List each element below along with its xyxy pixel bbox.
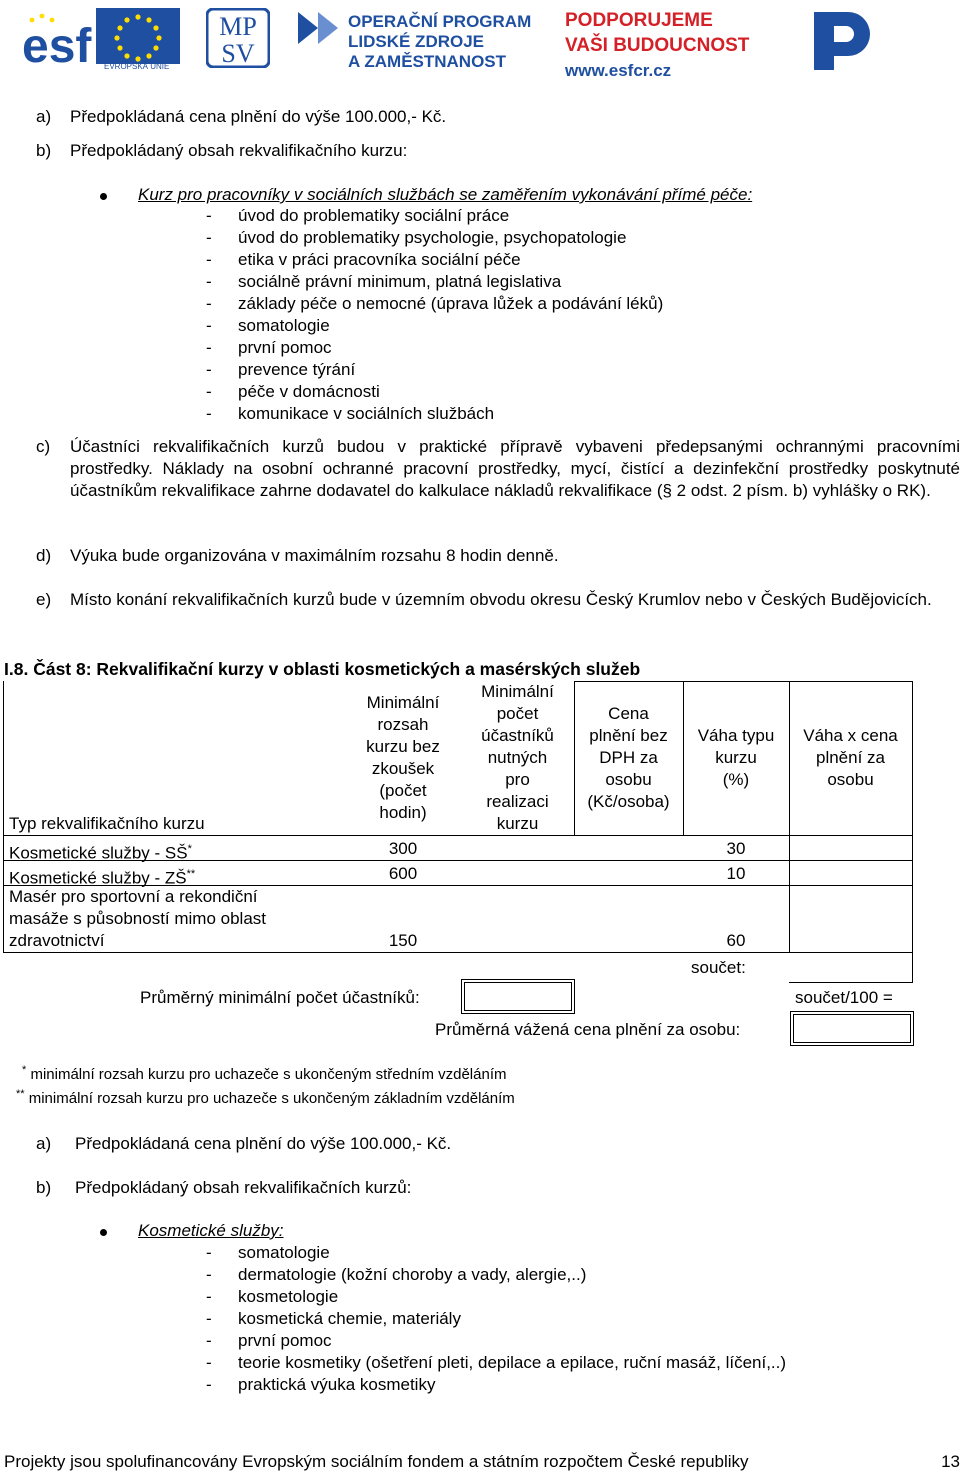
header-weight: Váha typu kurzu (%) — [697, 726, 775, 789]
list-item-text: prevence týrání — [238, 360, 356, 379]
dash-marker: - — [206, 1243, 212, 1262]
page-footer — [4, 1452, 960, 1472]
item-c: c) Účastníci rekvalifikačních kurzů budou v praktické přípravě vybaveni předepsanými ochrannými pracovními prostředky. Náklady na osobní ochranné pracovní prostředky, mycí, čistící a dezinfekční prostředky poskytnuté účastníkům rekvalifikace zahrne dodavatel do kalkulace nákladů rekvalifikace (§ 2 odst. 2 písm. b) vyhlášky o RK). — [36, 437, 960, 500]
avg-participants-box[interactable] — [461, 979, 575, 1014]
avg-weighted-label: Průměrná vážená cena plnění za osobu: — [435, 1020, 741, 1039]
item-d: d) Výuka bude organizována v maximálním rozsahu 8 hodin denně. — [36, 546, 559, 565]
header-price: Cena plnění bez DPH za osobu (Kč/osoba) — [587, 704, 670, 811]
dash-marker: - — [206, 316, 212, 335]
table-row-2-name: Kosmetické služby - ZŠ** — [9, 868, 196, 888]
section-title: I.8. Část 8: Rekvalifikační kurzy v oblasti kosmetických a masérských služeb — [4, 659, 641, 679]
list-item-text: somatologie — [238, 1243, 330, 1262]
dash-marker: - — [206, 382, 212, 401]
list-item-text: kosmetická chemie, materiály — [238, 1309, 461, 1328]
footer-text: Projekty jsou spolufinancovány Evropským sociálním fondem a státním rozpočtem České republiky — [4, 1452, 749, 1471]
table-row-1-name: Kosmetické služby - SŠ* — [9, 843, 192, 863]
dash-marker: - — [206, 338, 212, 357]
header-weighted-price: Váha x cena plnění za osobu — [803, 726, 898, 789]
dash-marker: - — [206, 404, 212, 423]
footnote-1: * minimální rozsah kurzu pro uchazeče s ukončeným středním vzděláním — [22, 1064, 507, 1083]
dash-marker: - — [206, 250, 212, 269]
dash-marker: - — [206, 1265, 212, 1284]
header-logos — [0, 0, 960, 95]
dash-marker: - — [206, 228, 212, 247]
item-b-part8: b) Předpokládaný obsah rekvalifikačních kurzů: — [36, 1178, 412, 1197]
dash-marker: - — [206, 1287, 212, 1306]
op-arrows-icon — [296, 8, 342, 72]
website-link[interactable]: www.esfcr.cz — [565, 61, 672, 80]
item-a: a) Předpokládaná cena plnění do výše 100.000,- Kč. — [36, 107, 447, 126]
list-item-text: sociálně právní minimum, platná legislativa — [238, 272, 562, 291]
dash-marker: - — [206, 1331, 212, 1350]
op-lzz-logo — [296, 8, 532, 72]
bullet-icon — [100, 193, 107, 200]
table-row-3-hours: 150 — [388, 931, 418, 950]
list-item-text: první pomoc — [238, 1331, 332, 1350]
table-row-1-weight: 30 — [726, 839, 746, 858]
header-min-hours: Minimální rozsah kurzu bez zkoušek (počet hodin) — [366, 693, 440, 822]
op-line-3: A ZAMĚSTNANOST — [348, 52, 507, 71]
item-b: b) Předpokládaný obsah rekvalifikačního kurzu: — [36, 141, 408, 160]
page-number: 13 — [941, 1452, 960, 1471]
dash-marker: - — [206, 206, 212, 225]
footnote-2: ** minimální rozsah kurzu pro uchazeče s ukončeným základním vzděláním — [16, 1088, 515, 1107]
bullet-icon — [100, 1229, 107, 1236]
dash-marker: - — [206, 294, 212, 313]
dash-marker: - — [206, 272, 212, 291]
list-item-text: základy péče o nemocné (úprava lůžek a podávání léků) — [238, 294, 664, 313]
avg-participants-label: Průměrný minimální počet účastníků: — [140, 988, 420, 1007]
op-line-2: LIDSKÉ ZDROJE — [348, 32, 485, 51]
mpsv-icon — [206, 8, 270, 68]
svg-text:SV: SV — [221, 39, 255, 68]
list-item-text: etika v práci pracovníka sociální péče — [238, 250, 521, 269]
dash-marker: - — [206, 360, 212, 379]
list-item-text: úvod do problematiky sociální práce — [238, 206, 510, 225]
header-course-type: Typ rekvalifikačního kurzu — [9, 814, 205, 833]
list-item-text: komunikace v sociálních službách — [238, 404, 495, 423]
table-row-3-weight: 60 — [726, 931, 746, 950]
item-e: e) Místo konání rekvalifikačních kurzů bude v územním obvodu okresu Český Krumlov nebo v Českých Budějovicích. — [36, 590, 932, 609]
list-item-text: péče v domácnosti — [238, 382, 380, 401]
slogan-line-2: VAŠI BUDOUCNOST — [565, 35, 750, 56]
mpsv-logo — [206, 8, 270, 68]
op-line-1: OPERAČNÍ PROGRAM — [348, 12, 532, 31]
dash-marker: - — [206, 1309, 212, 1328]
list-item-text: první pomoc — [238, 338, 332, 357]
list-item-text: kosmetologie — [238, 1287, 339, 1306]
slogan-logo — [565, 8, 765, 84]
table-row-3-name: Masér pro sportovní a rekondiční masáže s působností mimo oblast zdravotnictví — [9, 887, 267, 950]
dash-marker: - — [206, 1353, 212, 1372]
esf-flag-icon — [22, 8, 182, 70]
svg-text:esf: esf — [22, 20, 92, 70]
svg-text:EVROPSKÁ UNIE: EVROPSKÁ UNIE — [104, 62, 170, 70]
table-row-1-hours: 300 — [388, 839, 418, 858]
sum-label: součet: — [691, 958, 746, 977]
list-item-text: úvod do problematiky psychologie, psychopatologie — [238, 228, 627, 247]
item-a-part8: a) Předpokládaná cena plnění do výše 100.000,- Kč. — [36, 1134, 452, 1153]
list-item-text: dermatologie (kožní choroby a vady, alergie,..) — [238, 1265, 587, 1284]
p-logo — [808, 8, 874, 72]
sum100-label: součet/100 = — [795, 988, 893, 1007]
list-item-text: teorie kosmetiky (ošetření pleti, depilace a epilace, ruční masáž, líčení,..) — [238, 1353, 787, 1372]
slogan-line-1: PODPORUJEME — [565, 10, 713, 31]
p-brand-icon — [808, 8, 874, 72]
header-min-participants: Minimální počet účastníků nutných pro realizaci kurzu — [481, 682, 554, 833]
table-row-2-hours: 600 — [388, 864, 418, 883]
list-item-text: somatologie — [238, 316, 330, 335]
list-item-text: praktická výuka kosmetiky — [238, 1375, 436, 1394]
table-row-2-weight: 10 — [726, 864, 746, 883]
dash-marker: - — [206, 1375, 212, 1394]
esf-eu-logo — [22, 8, 182, 70]
svg-text:MP: MP — [219, 12, 257, 41]
avg-weighted-box[interactable] — [790, 1011, 914, 1046]
